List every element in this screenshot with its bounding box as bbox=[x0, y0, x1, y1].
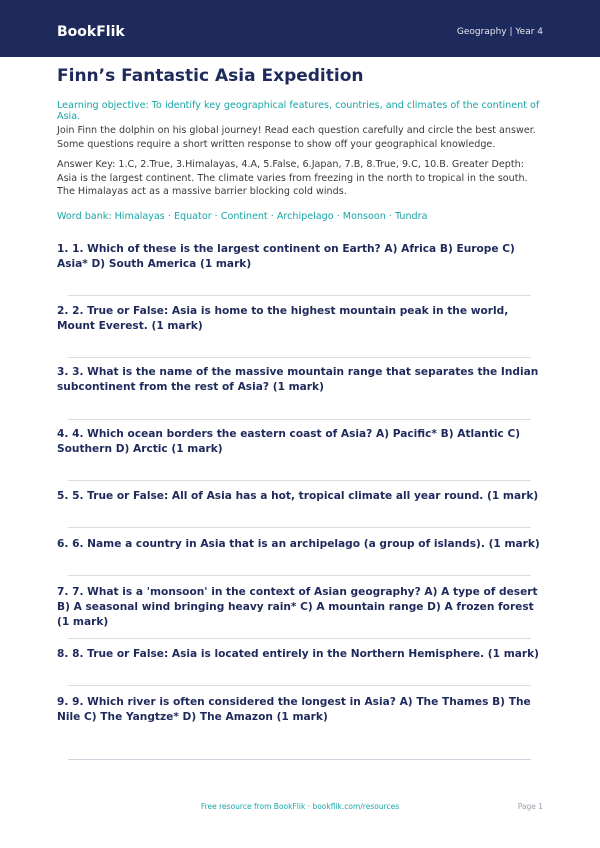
question-8: 8. 8. True or False: Asia is located entirely in the Northern Hemisphere. (1 mark) bbox=[57, 648, 539, 660]
subject-year-label: Geography | Year 4 bbox=[456, 27, 543, 37]
answer-line bbox=[68, 685, 531, 686]
page-header bbox=[0, 0, 600, 57]
word-bank: Word bank: Himalayas · Equator · Continent · Archipelago · Monsoon · Tundra bbox=[57, 211, 428, 222]
question-1: 1. 1. Which of these is the largest continent on Earth? A) Africa B) Europe C) Asia* D) South America (1 mark) bbox=[57, 243, 515, 270]
answer-line bbox=[68, 295, 531, 296]
footer-divider bbox=[68, 759, 531, 760]
page-number: Page 1 bbox=[517, 802, 543, 811]
answer-line bbox=[68, 638, 531, 639]
answer-line bbox=[68, 480, 531, 481]
question-7: 7. 7. What is a 'monsoon' in the context of Asian geography? A) A type of desert B) A seasonal wind bringing heavy rain* C) A mountain range D) A frozen forest (1 mark) bbox=[57, 586, 538, 628]
question-6: 6. 6. Name a country in Asia that is an archipelago (a group of islands). (1 mark) bbox=[57, 538, 540, 550]
question-9: 9. 9. Which river is often considered the longest in Asia? A) The Thames B) The Nile C) The Yangtze* D) The Amazon (1 mark) bbox=[57, 696, 531, 723]
answer-line bbox=[68, 419, 531, 420]
worksheet-title: Finn’s Fantastic Asia Expedition bbox=[57, 66, 364, 86]
answer-line bbox=[68, 357, 531, 358]
answer-line bbox=[68, 527, 531, 528]
question-5: 5. 5. True or False: All of Asia has a hot, tropical climate all year round. (1 mark) bbox=[57, 490, 539, 502]
answer-line bbox=[68, 575, 531, 576]
question-2: 2. 2. True or False: Asia is home to the highest mountain peak in the world, Mount Everest. (1 mark) bbox=[57, 305, 509, 332]
question-4: 4. 4. Which ocean borders the eastern coast of Asia? A) Pacific* B) Atlantic C) Southern D) Arctic (1 mark) bbox=[57, 428, 521, 455]
question-3: 3. 3. What is the name of the massive mountain range that separates the Indian subcontinent from the rest of Asia? (1 mark) bbox=[57, 366, 539, 393]
brand-logo: BookFlik bbox=[57, 24, 125, 40]
learning-objective: Learning objective: To identify key geographical features, countries, and climates of the continent of Asia. bbox=[57, 100, 540, 122]
intro-text: Join Finn the dolphin on his global journey! Read each question carefully and circle the best answer. Some questions require a short written response to show off your geographical knowledge. bbox=[57, 125, 536, 150]
footer-text: Free resource from BookFlik · bookflik.com/resources bbox=[200, 802, 400, 811]
answer-key: Answer Key: 1.C, 2.True, 3.Himalayas, 4.A, 5.False, 6.Japan, 7.B, 8.True, 9.C, 10.B. Greater Depth: Asia is the largest continent. The climate varies from freezing in the north to tropical in the south. The Himalayas act as a massive barrier blocking cold winds. bbox=[57, 159, 528, 197]
